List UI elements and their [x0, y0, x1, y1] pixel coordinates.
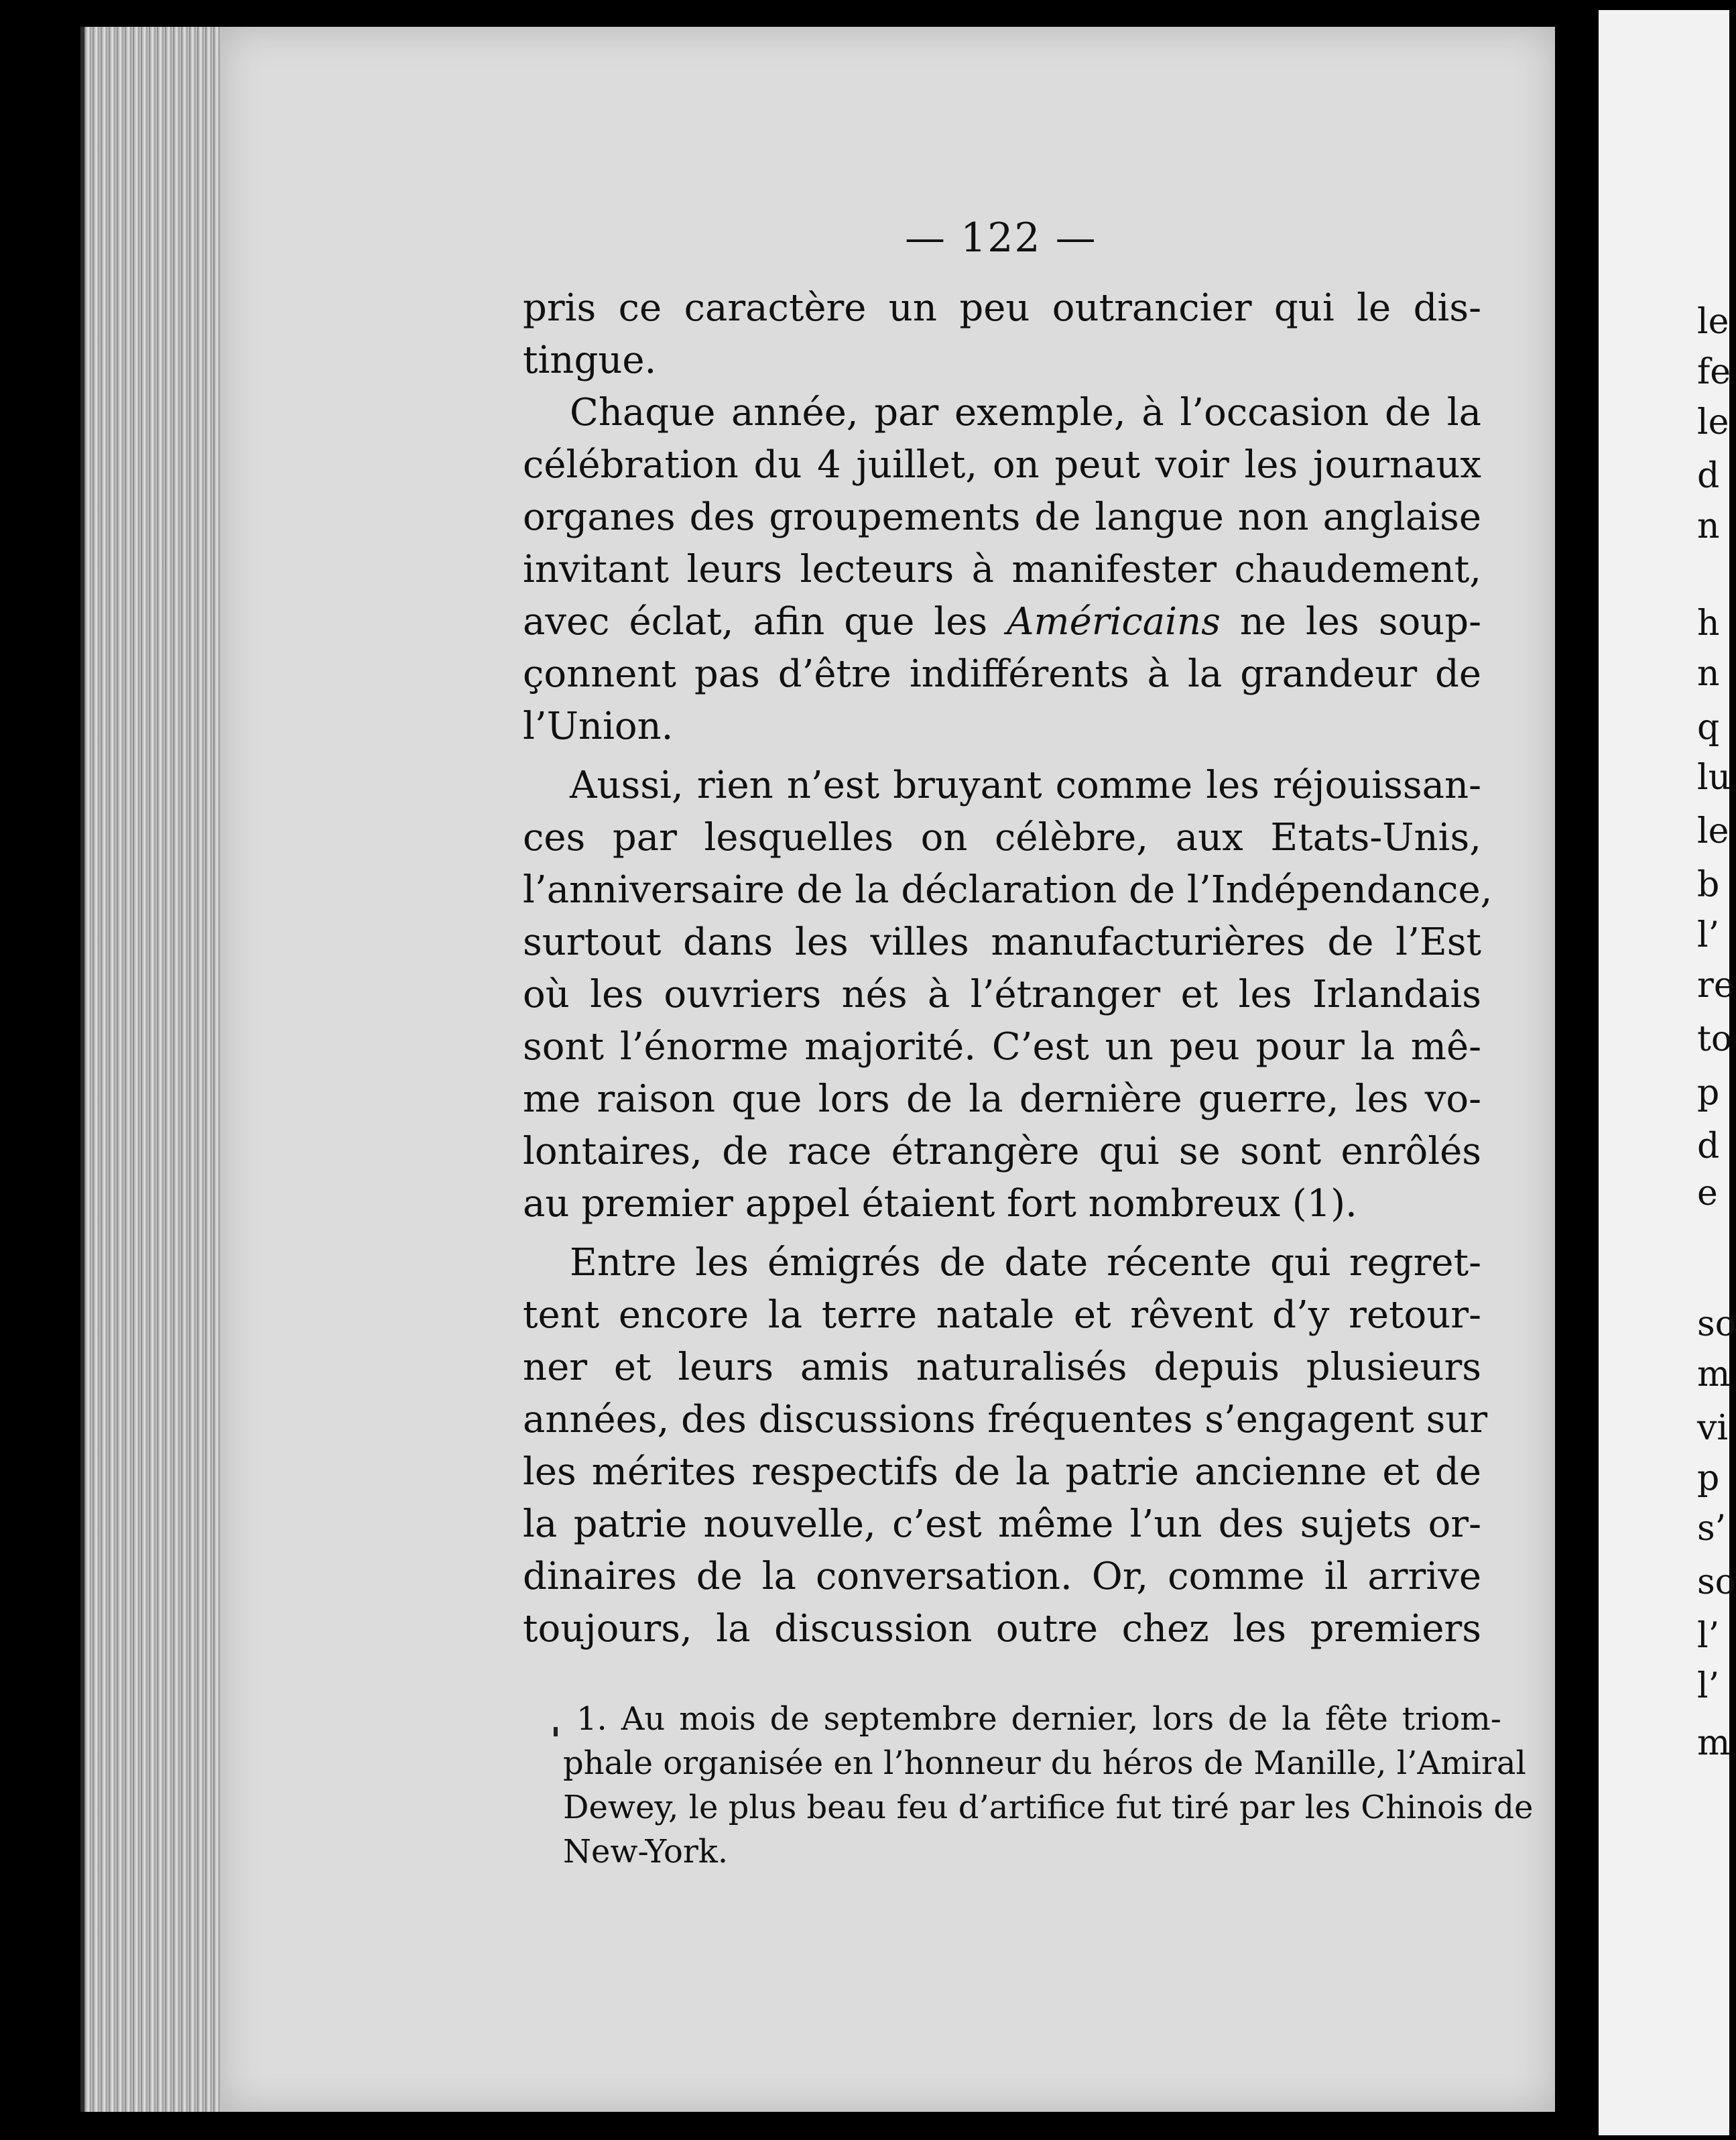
- text-line: célébration du 4 juillet, on peut voir les journaux: [523, 443, 1481, 487]
- text-line: Aussi, rien n’est bruyant comme les réjouissan-: [570, 764, 1481, 807]
- facing-page-fragment: p: [1697, 1458, 1720, 1498]
- text-line: lontaires, de race étrangère qui se sont enrôlés: [523, 1130, 1481, 1173]
- facing-page-fragment: l’: [1697, 1666, 1720, 1706]
- book-gutter: [1555, 0, 1599, 2140]
- text-line: tingue.: [523, 339, 657, 382]
- text-line: l’anniversaire de la déclaration de l’Indépendance,: [523, 868, 1493, 912]
- facing-page-fragment: n: [1697, 654, 1720, 694]
- text-line: invitant leurs lecteurs à manifester chaudement,: [523, 548, 1481, 591]
- text-line: ner et leurs amis naturalisés depuis plusieurs: [523, 1346, 1481, 1389]
- footnote-line: 1. Au mois de septembre dernier, lors de la fête triom-: [576, 1700, 1501, 1738]
- page-edge-stack: [80, 27, 239, 2112]
- facing-page-fragment: re: [1697, 965, 1735, 1006]
- facing-page-fragment: fe: [1697, 352, 1731, 392]
- text-line: surtout dans les villes manufacturières de l’Est: [523, 920, 1481, 964]
- text-line: où les ouvriers nés à l’étranger et les Irlandais: [523, 973, 1481, 1016]
- text-line-with-italic: avec éclat, afin que les Américains ne les soup-: [523, 600, 1481, 644]
- facing-page-fragment: p: [1697, 1073, 1720, 1113]
- footnote: [563, 1696, 1534, 1897]
- text-line: pris ce caractère un peu outrancier qui le dis-: [523, 286, 1481, 330]
- facing-page-fragment: vi: [1697, 1408, 1729, 1448]
- footnote-mark: [554, 1727, 558, 1736]
- text-line: çonnent pas d’être indifférents à la grandeur de: [523, 652, 1481, 696]
- text-line: toujours, la discussion outre chez les premiers: [523, 1607, 1481, 1651]
- facing-page-fragment: to: [1697, 1019, 1733, 1059]
- facing-page-fragment: m: [1697, 1354, 1731, 1394]
- main-text: [523, 282, 1493, 1689]
- text-line: les mérites respectifs de la patrie ancienne et de: [523, 1450, 1481, 1494]
- text-line: Entre les émigrés de date récente qui regret-: [570, 1241, 1481, 1285]
- text-line: sont l’énorme majorité. C’est un peu pour la mê-: [523, 1025, 1481, 1069]
- facing-page-fragment: so: [1697, 1562, 1736, 1602]
- facing-page-fragment: so: [1697, 1304, 1736, 1344]
- text-line: Chaque année, par exemple, à l’occasion de la: [570, 391, 1481, 434]
- text-line: l’Union.: [523, 705, 674, 748]
- facing-page-fragment: m: [1697, 1723, 1731, 1763]
- footnote-line: New-York.: [563, 1833, 729, 1870]
- facing-page-fragment: n: [1697, 506, 1720, 546]
- text-line: dinaires de la conversation. Or, comme il arrive: [523, 1555, 1481, 1598]
- text-line: tent encore la terre natale et rêvent d’y retour-: [523, 1293, 1481, 1337]
- facing-page-fragment: e: [1697, 1173, 1718, 1213]
- facing-page-fragment: l’: [1697, 915, 1720, 955]
- text-line: années, des discussions fréquentes s’engagent sur: [523, 1398, 1488, 1441]
- facing-page-fragment: lu: [1697, 758, 1731, 798]
- facing-page-fragment: l’: [1697, 1616, 1720, 1656]
- facing-page-fragment: d: [1697, 456, 1720, 496]
- footnote-line: Dewey, le plus beau feu d’artifice fut tiré par les Chinois de: [563, 1789, 1534, 1826]
- facing-page-fragment: le: [1697, 302, 1729, 342]
- text-line: la patrie nouvelle, c’est même l’un des sujets or-: [523, 1502, 1481, 1546]
- facing-page-fragment: h: [1697, 603, 1720, 644]
- facing-page-fragment: s’: [1697, 1508, 1727, 1549]
- text-line: au premier appel étaient fort nombreux (1).: [523, 1182, 1357, 1226]
- facing-page-fragment: q: [1697, 707, 1720, 748]
- facing-page-fragment: le: [1697, 402, 1729, 442]
- facing-page-fragment: le: [1697, 811, 1729, 851]
- facing-page-fragment: b: [1697, 865, 1720, 905]
- text-line: organes des groupements de langue non anglaise: [523, 495, 1481, 539]
- facing-page-fragment: d: [1697, 1126, 1720, 1167]
- footnote-line: phale organisée en l’honneur du héros de Manille, l’Amiral: [563, 1744, 1526, 1782]
- page-number: — 122 —: [905, 215, 1097, 261]
- italic-word: Américains: [1007, 600, 1221, 644]
- text-line: me raison que lors de la dernière guerre, les vo-: [523, 1077, 1481, 1121]
- text-line: ces par lesquelles on célèbre, aux Etats-Unis,: [523, 816, 1481, 859]
